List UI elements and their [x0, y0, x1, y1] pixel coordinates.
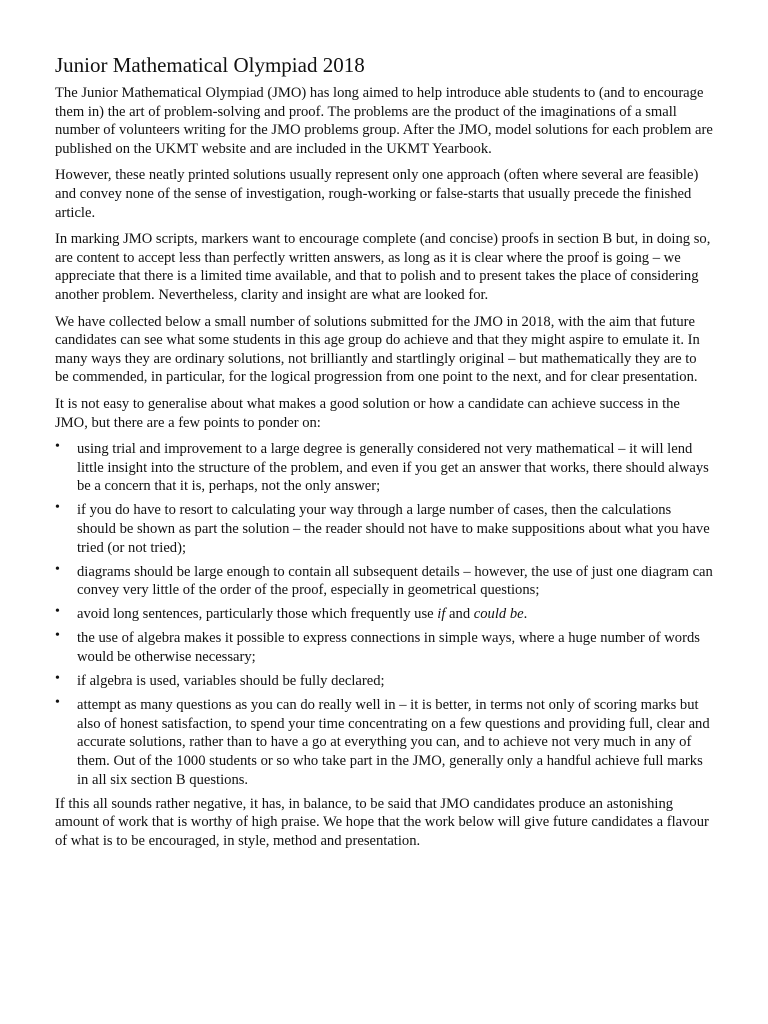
list-item	[55, 605, 713, 624]
solutions-paragraph: However, these neatly printed solutions usually represent only one approach (often where several are feasible) and convey none of the sense of investigation, rough-working or false-starts that usually precede the finished article.	[55, 167, 699, 221]
list-item	[55, 563, 713, 600]
points-intro-paragraph: It is not easy to generalise about what makes a good solution or how a candidate can achieve success in the JMO, but there are a few points to ponder on:	[55, 395, 680, 431]
bullet-icon: •	[55, 561, 60, 577]
list-item-text: if algebra is used, variables should be fully declared;	[77, 673, 385, 690]
bullet-icon: •	[55, 500, 60, 516]
list-item	[55, 672, 713, 691]
collection-paragraph: We have collected below a small number of solutions submitted for the JMO in 2018, with the aim that future candidates can see what some students in this age group do achieve and that they might aspire to emulate it. In many ways they are ordinary solutions, not brilliantly and startlingly original – but mathematically they are to be commended, in particular, for the logical progression from one point to the next, and for clear presentation.	[55, 313, 700, 386]
bullet-icon: •	[55, 439, 60, 455]
list-item-text-part: and	[445, 606, 474, 623]
marking-paragraph: In marking JMO scripts, markers want to encourage complete (and concise) proofs in section B but, in doing so, are content to accept less than perfectly written answers, as long as it is clear where the proof is going – we appreciate that there is a limited time available, and that to polish and to present takes the place of considering another problem. Nevertheless, clarity and insight are what are looked for.	[55, 231, 711, 303]
bullet-icon: •	[55, 604, 60, 620]
bullet-icon: •	[55, 695, 60, 711]
bullet-icon: •	[55, 628, 60, 644]
list-item	[55, 440, 713, 496]
emphasis-if: if	[437, 606, 446, 623]
advice-list	[55, 440, 713, 789]
closing-paragraph: If this all sounds rather negative, it has, in balance, to be said that JMO candidates produce an astonishing amount of work that is worthy of high praise. We hope that the work below will give future candidates a flavour of what is to be encouraged, in style, method and presentation.	[55, 795, 709, 849]
list-item-text-part: .	[523, 606, 528, 623]
list-item-text-part: avoid long sentences, particularly those which frequently use	[77, 606, 438, 623]
emphasis-could-be: could be	[473, 606, 524, 623]
page-title: Junior Mathematical Olympiad 2018	[55, 53, 365, 77]
list-item	[55, 696, 713, 789]
bullet-icon: •	[55, 671, 60, 687]
list-item-text: using trial and improvement to a large degree is generally considered not very mathematical – it will lend little insight into the structure of the problem, and even if you get an answer that works, there should always be a concern that it is, perhaps, not the only answer;	[77, 441, 709, 495]
list-item-text: attempt as many questions as you can do really well in – it is better, in terms not only of scoring marks but also of honest satisfaction, to spend your time concentrating on a few questions and providing full, clear and accurate solutions, rather than to have a go at everything you can, and to achieve not very much in any of them. Out of the 1000 students or so who take part in the JMO, generally only a handful achieve full marks in all six section B questions.	[77, 697, 710, 788]
list-item-text: if you do have to resort to calculating your way through a large number of cases, then the calculations should be shown as part the solution – the reader should not have to make suppositions about what you have tried (or not tried);	[77, 502, 710, 556]
list-item	[55, 501, 713, 557]
list-item-text: the use of algebra makes it possible to express connections in simple ways, where a huge number of words would be otherwise necessary;	[77, 630, 700, 666]
intro-paragraph: The Junior Mathematical Olympiad (JMO) has long aimed to help introduce able students to (and to encourage them in) the art of problem-solving and proof. The problems are the product of the imaginations of a small number of volunteers writing for the JMO problems group. After the JMO, model solutions for each problem are published on the UKMT website and are included in the UKMT Yearbook.	[55, 85, 713, 157]
list-item-text	[77, 606, 527, 622]
list-item	[55, 629, 713, 666]
list-item-text: diagrams should be large enough to contain all subsequent details – however, the use of just one diagram can convey very little of the order of the proof, especially in geometrical questions;	[77, 563, 713, 599]
